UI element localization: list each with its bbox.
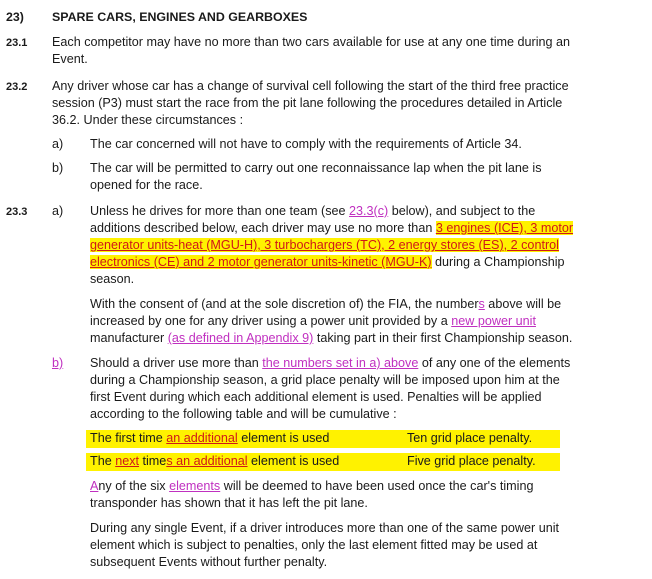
article-23-2-number: 23.2	[6, 81, 28, 93]
article-23-3-a-line-5: season.	[90, 272, 135, 286]
article-23-2-b-line: opened for the race.	[90, 178, 203, 192]
inserted-item-label: b)	[52, 356, 64, 370]
article-23-2-line: 36.2. Under these circumstances :	[52, 113, 244, 127]
article-23-3-p2-line-3	[90, 330, 572, 347]
inserted-text: next	[115, 454, 140, 468]
text-run: The	[90, 454, 116, 468]
penalty-table-row	[86, 453, 560, 471]
inserted-text: an additional	[172, 454, 248, 468]
inserted-text: an additional	[166, 431, 238, 445]
text-run: additions described below, each driver may use no more than	[90, 221, 436, 235]
inserted-character: A	[90, 479, 99, 493]
article-23-3-p4-line: During any single Event, if a driver introduces more than one of the same power unit	[90, 521, 560, 535]
article-23-2-line: session (P3) must start the race from the pit lane following the procedures detailed in Article	[52, 96, 563, 110]
article-23-3-a-line-2	[90, 220, 573, 237]
item-label: a)	[52, 204, 64, 218]
article-23-3-p2-line-1	[90, 296, 561, 313]
inserted-character: s	[478, 297, 485, 311]
text-run: increased by one for any driver using a power unit provided by a	[90, 314, 452, 328]
text-run: above will be	[484, 297, 562, 311]
inserted-character: s	[166, 454, 173, 468]
article-23-3-a-line-4	[90, 254, 565, 271]
text-run: Unless he drives for more than one team (see	[90, 204, 349, 218]
text-run: time	[139, 454, 167, 468]
cross-reference-link[interactable]: 23.3(c)	[349, 204, 389, 218]
section-number: 23)	[6, 10, 24, 24]
article-23-2-line: Any driver whose car has a change of survival cell following the start of the third free practice	[52, 79, 569, 93]
text-run: manufacturer	[90, 331, 168, 345]
highlighted-inserted-text: generator units-heat (MGU-H), 3 turbochargers (TC), 2 energy stores (ES), 2 control	[90, 238, 559, 252]
article-23-3-b-line-1	[90, 355, 570, 372]
article-23-3-b-line: according to the following table and will be cumulative :	[90, 407, 397, 421]
penalty-table-row	[86, 430, 560, 448]
item-label: a)	[52, 137, 64, 151]
article-23-3-a-line-3	[90, 237, 559, 254]
article-23-1-number: 23.1	[6, 37, 28, 49]
article-23-3-p3-line-1	[90, 478, 533, 495]
inserted-word: elements	[169, 479, 221, 493]
article-23-3-a-line-1	[90, 203, 535, 220]
article-23-3-p2-line-2	[90, 313, 536, 330]
text-run: taking part in their first Championship season.	[313, 331, 573, 345]
article-23-2-b-line: The car will be permitted to carry out one reconnaissance lap when the pit lane is	[90, 161, 542, 175]
text-run: The first time	[90, 431, 167, 445]
highlighted-inserted-text: 3 engines (ICE), 3 motor	[435, 221, 574, 235]
text-run: of any one of the elements	[418, 356, 571, 370]
text-run: With the consent of (and at the sole discretion of) the FIA, the number	[90, 297, 479, 311]
article-23-3-p4-line: element which is subject to penalties, only the last element fitted may be used at	[90, 538, 538, 552]
article-23-1-line: Each competitor may have no more than two cars available for use at any one time during an	[52, 35, 571, 49]
section-title: SPARE CARS, ENGINES AND GEARBOXES	[52, 10, 308, 24]
text-run: will be deemed to have been used once the car's timing	[220, 479, 534, 493]
appendix-reference-link[interactable]: (as defined in Appendix 9)	[167, 331, 314, 345]
article-23-2-a-text: The car concerned will not have to comply with the requirements of Article 34.	[90, 137, 522, 151]
text-run: element is used	[237, 431, 330, 445]
item-label: b)	[52, 161, 64, 175]
article-23-3-p4-line: subsequent Events without further penalty.	[90, 555, 328, 569]
inserted-link-text[interactable]: new power unit	[451, 314, 536, 328]
inserted-reference-text[interactable]: the numbers set in a) above	[262, 356, 419, 370]
article-23-3-b-line: during a Championship season, a grid place penalty will be imposed upon him at the	[90, 373, 560, 387]
highlighted-inserted-text: electronics (CE) and 2 motor generator units-kinetic (MGU-K)	[90, 255, 432, 269]
article-23-3-number: 23.3	[6, 206, 28, 218]
text-run: during a Championship	[431, 255, 565, 269]
text-run: ny of the six	[98, 479, 170, 493]
penalty-value: Ten grid place penalty.	[407, 431, 533, 445]
text-run: below), and subject to the	[388, 204, 536, 218]
item-label	[52, 355, 63, 372]
article-23-3-b-line: first Event during which each additional element is used. Penalties will be applied	[90, 390, 542, 404]
text-run: Should a driver use more than	[90, 356, 263, 370]
article-23-1-line: Event.	[52, 52, 88, 66]
text-run: element is used	[247, 454, 340, 468]
penalty-value: Five grid place penalty.	[407, 454, 536, 468]
article-23-3-p3-line: transponder has shown that it has left the pit lane.	[90, 496, 368, 510]
